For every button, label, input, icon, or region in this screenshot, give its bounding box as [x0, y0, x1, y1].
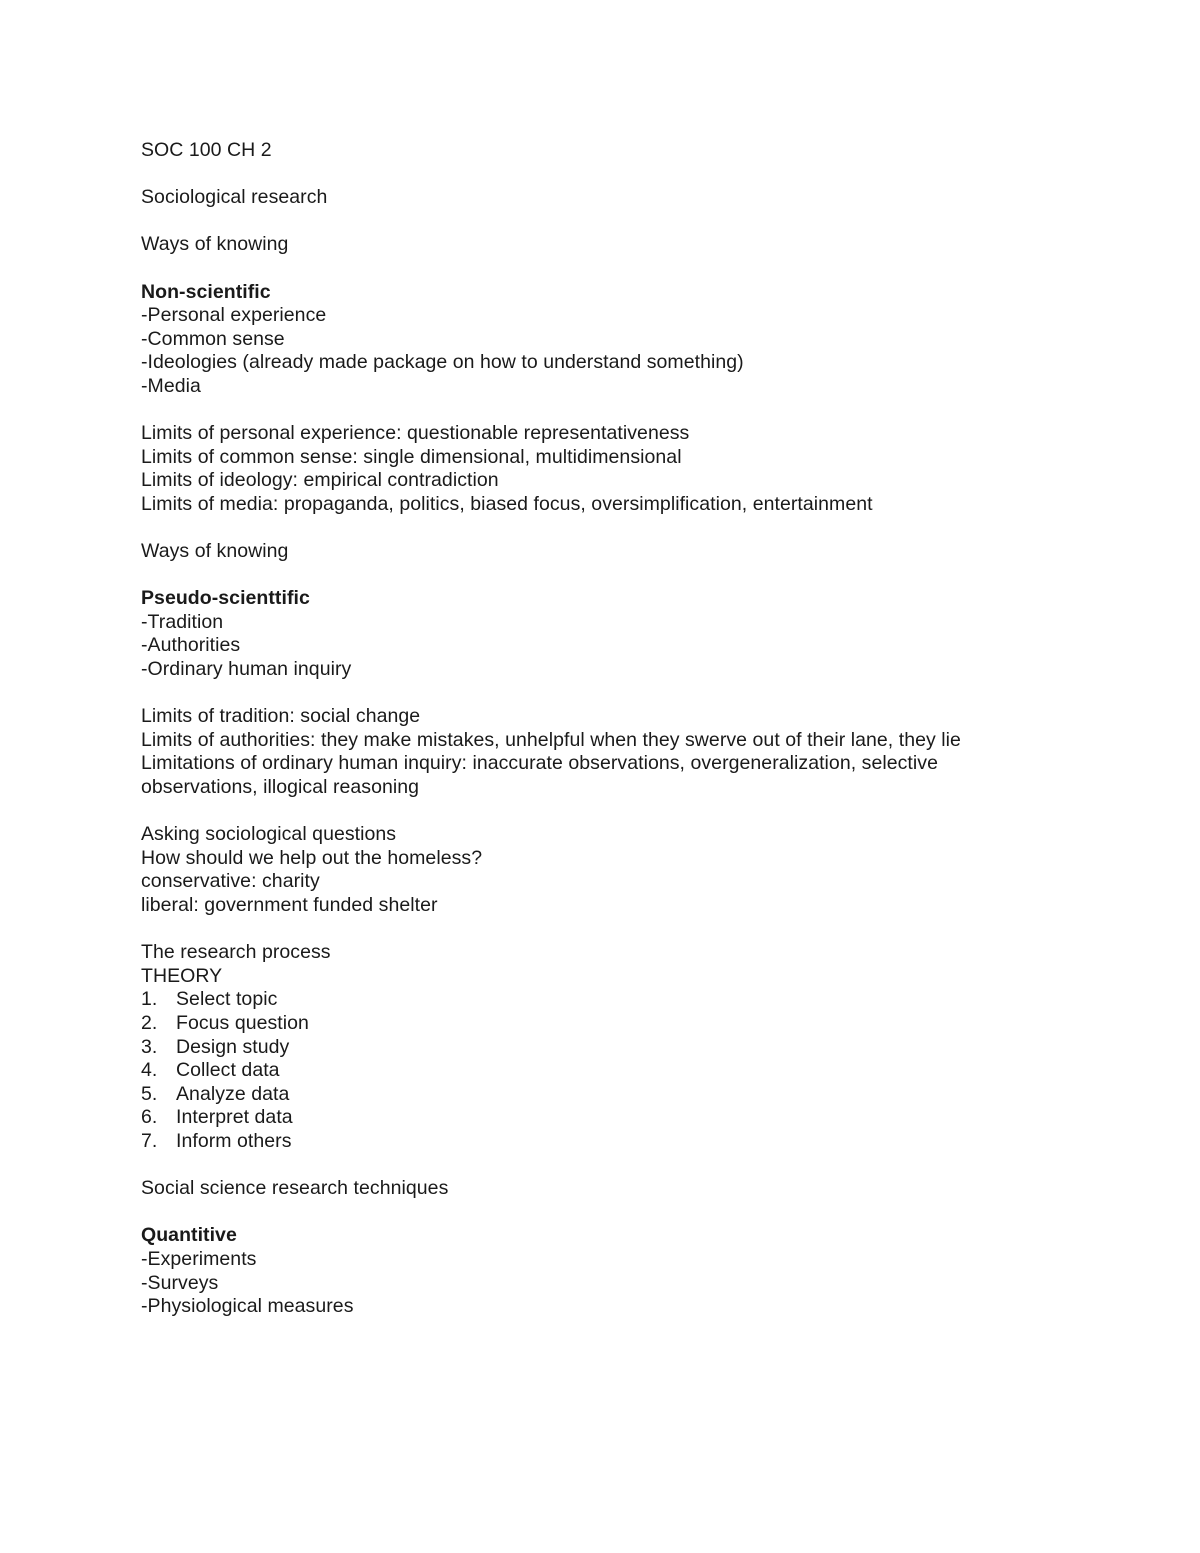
step-number: 7. [141, 1129, 158, 1152]
heading-non-scientific: Non-scientific [141, 280, 271, 303]
step-text: Select topic [176, 988, 278, 1011]
list-item: -Tradition [141, 610, 224, 633]
step-text: Focus question [176, 1011, 309, 1034]
list-item: -Ordinary human inquiry [141, 658, 352, 681]
list-item: -Authorities [141, 634, 241, 657]
step-text: Interpret data [176, 1106, 293, 1129]
list-item: -Common sense [141, 327, 285, 350]
limits-line: Limitations of ordinary human inquiry: inaccurate observations, overgeneralization, selective observations, illogical reasoning [141, 752, 938, 799]
section-heading-ways-of-knowing: Ways of knowing [141, 233, 289, 256]
limits-line: Limits of personal experience: questionable representativeness [141, 422, 690, 445]
list-item: -Experiments [141, 1247, 257, 1270]
limits-line: Limits of media: propaganda, politics, biased focus, oversimplification, entertainment [141, 492, 873, 515]
document-page [141, 139, 1141, 1319]
list-item [141, 1059, 1141, 1083]
asking-heading: Asking sociological questions [141, 823, 397, 846]
research-process-heading: The research process [141, 941, 331, 964]
step-number: 2. [141, 1011, 158, 1034]
list-item [141, 1106, 1141, 1130]
list-item [141, 1130, 1141, 1154]
asking-answer: conservative: charity [141, 870, 320, 893]
step-text: Collect data [176, 1059, 280, 1082]
document-subtitle: Sociological research [141, 186, 328, 209]
list-item: -Ideologies (already made package on how to understand something) [141, 351, 744, 374]
limits-line: Limits of ideology: empirical contradiction [141, 469, 499, 492]
document-title: SOC 100 CH 2 [141, 139, 272, 161]
heading-pseudo-scientific: Pseudo-scienttific [141, 587, 310, 610]
research-steps-list [141, 988, 1141, 1153]
limits-line: Limits of tradition: social change [141, 705, 421, 728]
heading-quantitive: Quantitive [141, 1224, 237, 1247]
step-text: Analyze data [176, 1082, 290, 1105]
step-number: 6. [141, 1106, 158, 1129]
step-number: 1. [141, 988, 158, 1011]
list-item: -Media [141, 374, 201, 397]
step-text: Inform others [176, 1129, 292, 1152]
list-item [141, 988, 1141, 1012]
limits-line: Limits of common sense: single dimensional, multidimensional [141, 445, 682, 468]
theory-label: THEORY [141, 964, 223, 987]
list-item [141, 1012, 1141, 1036]
techniques-heading: Social science research techniques [141, 1177, 449, 1200]
limits-line: Limits of authorities: they make mistakes, unhelpful when they swerve out of their lane, they lie [141, 728, 961, 751]
asking-question: How should we help out the homeless? [141, 846, 483, 869]
section-heading-ways-of-knowing: Ways of knowing [141, 540, 289, 563]
list-item: -Physiological measures [141, 1295, 354, 1318]
asking-answer: liberal: government funded shelter [141, 894, 438, 916]
list-item [141, 1036, 1141, 1060]
list-item: -Personal experience [141, 304, 327, 327]
step-number: 3. [141, 1035, 158, 1058]
step-number: 4. [141, 1059, 158, 1082]
list-item [141, 1083, 1141, 1107]
step-text: Design study [176, 1035, 290, 1058]
step-number: 5. [141, 1082, 158, 1105]
list-item: -Surveys [141, 1271, 219, 1294]
